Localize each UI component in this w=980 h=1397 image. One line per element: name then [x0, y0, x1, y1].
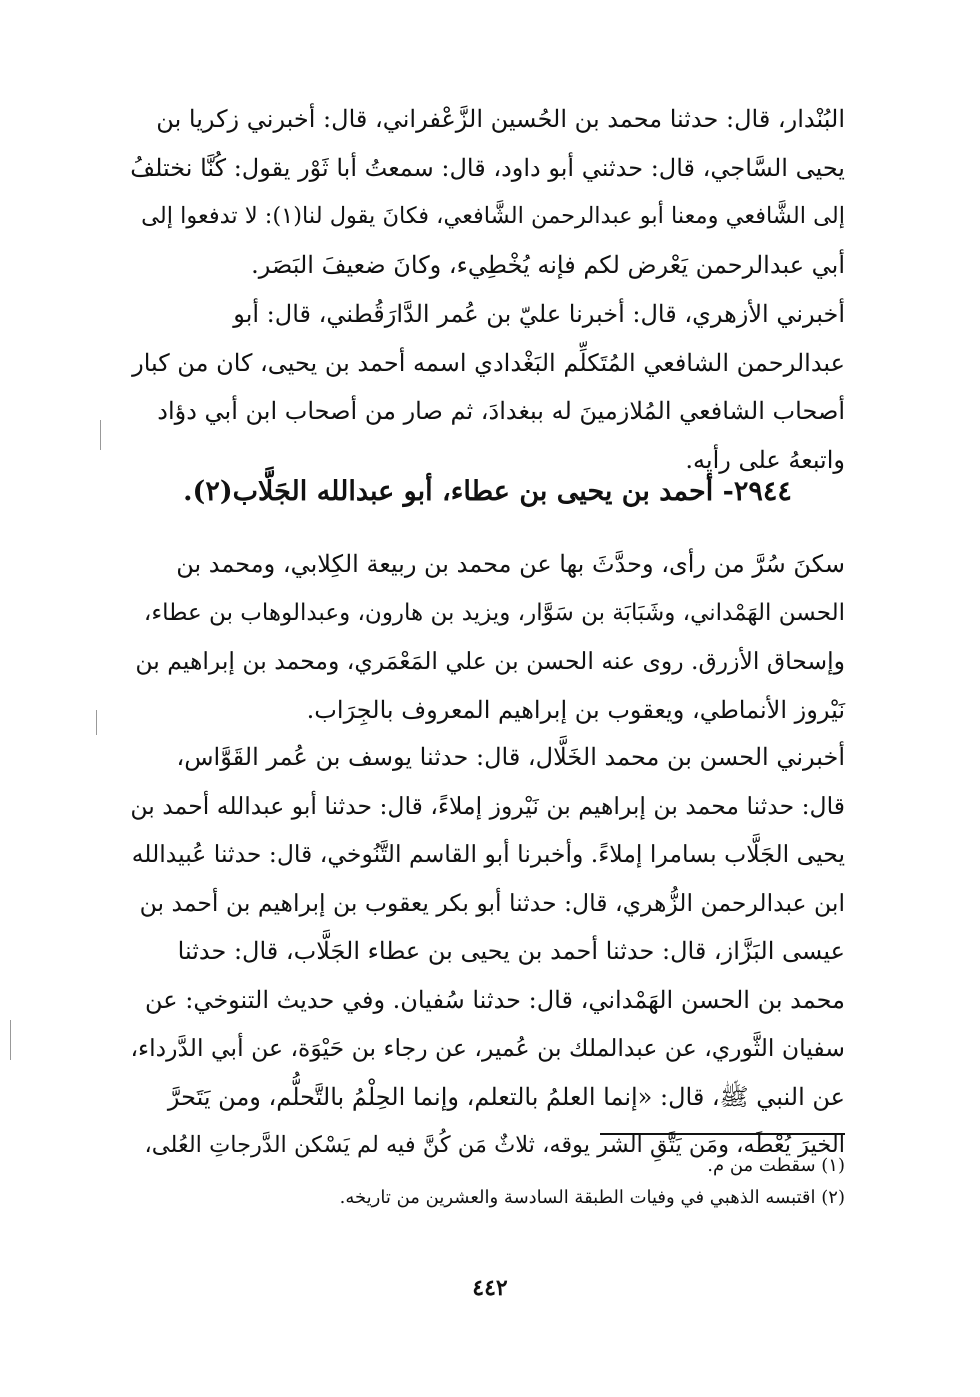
- text-line: عيسى البَزَّاز، قال: حدثنا أحمد بن يحيى بن عطاء الجَلَّاب، قال: حدثنا: [177, 937, 845, 965]
- scan-mark: [100, 420, 101, 450]
- text-line: أخبرني الأزهري، قال: أخبرنا عليّ بن عُمر الدَّارَقُطني، قال: أبو: [233, 300, 845, 328]
- scan-mark: [96, 710, 97, 735]
- text-line: نَيْروز الأنماطي، ويعقوب بن إبراهيم المعروف بالجِرَاب.: [306, 695, 845, 724]
- footnote-divider: [600, 1133, 845, 1135]
- scan-mark: [10, 1020, 11, 1060]
- paragraph-2: [130, 290, 845, 484]
- footnotes: [130, 1150, 845, 1214]
- text-line: يحيى الجَلَّاب بسامرا إملاءً. وأخبرنا أبو القاسم التَّنُوخي، قال: حدثنا عُبيدالله: [131, 840, 845, 868]
- text-line: أخبرني الحسن بن محمد الخَلَّال، قال: حدثنا يوسف بن عُمر القَوَّاس،: [176, 743, 845, 771]
- text-line: الحسن الهَمْداني، وشَبَابَة بن سَوَّار، ويزيد بن هارون، وعبدالوهاب بن عطاء،: [143, 599, 845, 626]
- text-line: أصحاب الشافعي المُلازمينَ له ببغدادَ، ثم صار من أصحاب ابن أبي دؤاد: [157, 397, 845, 425]
- text-line: ابن عبدالرحمن الزُّهري، قال: حدثنا أبو بكر يعقوب بن إبراهيم بن أحمد بن: [139, 888, 845, 917]
- text-line: عن النبي ﷺ، قال: «إنما العلمُ بالتعلم، وإنما الحِلْمُ بالتَّحلُّم، ومن يَتَحرَّ: [167, 1082, 845, 1111]
- text-line: يحيى السَّاجي، قال: حدثني أبو داود، قال: سمعتُ أبا ثَوْر يقول: كُنَّا نختلفُ: [130, 153, 845, 182]
- paragraph-1: [130, 95, 845, 289]
- entry-heading: ٢٩٤٤- أحمد بن يحيى بن عطاء، أبو عبدالله الجَلَّاب(٢).: [183, 476, 792, 507]
- text-line: الخيرَ يُعْطَه، ومَن يَتَّقِ الشر يوقه، ثلاثٌ مَن كُنَّ فيه لم يَسْكن الدَّرجاتِ العُلى،: [144, 1132, 845, 1158]
- text-line: محمد بن الحسن الهَمْداني، قال: حدثنا سُفيان. وفي حديث التنوخي: عن: [145, 985, 845, 1014]
- text-line: البُنْدار، قال: حدثنا محمد بن الحُسين الزَّعْفراني، قال: أخبرني زكريا بن: [156, 105, 845, 133]
- paragraph-3: [130, 540, 845, 734]
- footnote-2: (٢) اقتبسه الذهبي في وفيات الطبقة السادسة والعشرين من تاريخه.: [339, 1187, 845, 1208]
- text-line: سفيان الثَّوري، عن عبدالملك بن عُمير، عن رجاء بن حَيْوَة، عن أبي الدَّرداء،: [130, 1034, 845, 1062]
- text-line: عبدالرحمن الشافعي المُتَكلِّم البَغْدادي اسمه أحمد بن يحيى، كان من كبار: [132, 348, 845, 377]
- text-line: واتبعهُ على رأيه.: [685, 445, 845, 474]
- footnote-1: (١) سقطت من م.: [707, 1155, 845, 1176]
- paragraph-4: [130, 733, 845, 1170]
- text-line: قال: حدثنا محمد بن إبراهيم بن نَيْروز إملاءً، قال: حدثنا أبو عبدالله أحمد بن: [130, 791, 845, 820]
- text-line: سكنَ سُرَّ من رأى، وحدَّثَ بها عن محمد بن ربيعة الكِلابي، ومحمد بن: [176, 550, 845, 578]
- text-line: أبي عبدالرحمن يَعْرض لكم فإنه يُخْطِيء، وكانَ ضعيفَ البَصَر.: [251, 250, 845, 279]
- text-line: إلى الشَّافعي ومعنا أبو عبدالرحمن الشَّافعي، فكانَ يقول لنا(١): لا تدفعوا إلى: [141, 203, 845, 229]
- page-number: ٤٤٢: [472, 1275, 508, 1301]
- text-line: وإسحاق الأزرق. روى عنه الحسن بن علي المَعْمَري، ومحمد بن إبراهيم بن: [135, 647, 845, 675]
